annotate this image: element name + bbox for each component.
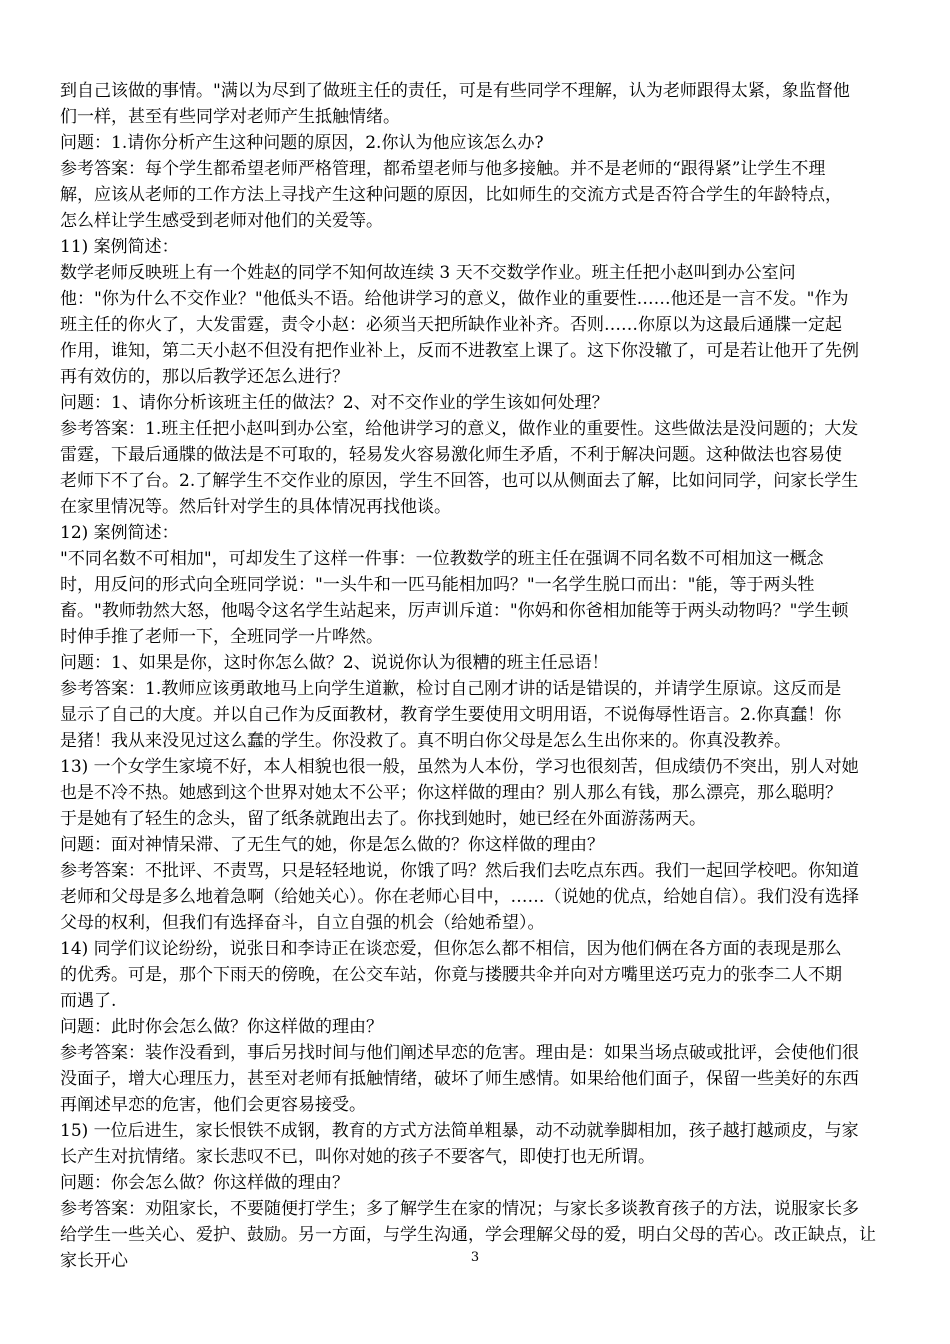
text-line: 问题：面对神情呆滞、了无生气的她，你是怎么做的？你这样做的理由？	[60, 835, 604, 855]
text-line: 没面子，增大心理压力，甚至对老师有抵触情绪，破坏了师生感情。如果给他们面子，保留一些美好的东西	[60, 1069, 859, 1089]
page-number: 3	[470, 1250, 480, 1265]
text-line: 也是不冷不热。她感到这个世界对她太不公平；你这样做的理由？别人那么有钱，那么漂亮，那么聪明？	[60, 783, 842, 803]
text-line: 到自己该做的事情。"满以为尽到了做班主任的责任，可是有些同学不理解，认为老师跟得太紧，象监督他	[60, 81, 850, 101]
text-line: 11) 案例简述：	[60, 237, 179, 257]
text-line: 解，应该从老师的工作方法上寻找产生这种问题的原因，比如师生的交流方式是否符合学生的年龄特点，	[60, 185, 842, 205]
text-line: 老师下不了台。2.了解学生不交作业的原因，学生不回答，也可以从侧面去了解，比如问同学，问家长学生	[60, 471, 859, 491]
text-line: 参考答案：每个学生都希望老师严格管理，都希望老师与他多接触。并不是老师的“跟得紧”让学生不理	[60, 159, 826, 179]
text-line: 问题：1、请你分析该班主任的做法？2、对不交作业的学生该如何处理？	[60, 393, 609, 413]
text-line: 父母的权利，但我们有选择奋斗，自立自强的机会（给她希望）。	[60, 913, 545, 933]
text-line: 参考答案：不批评、不责骂，只是轻轻地说，你饿了吗？然后我们去吃点东西。我们一起回学校吧。你知道	[60, 861, 859, 881]
text-line: 怎么样让学生感受到老师对他们的关爱等。	[60, 211, 383, 231]
text-line: 问题：1、如果是你，这时你怎么做？2、说说你认为很糟的班主任忌语！	[60, 653, 609, 673]
text-line: 班主任的你火了，大发雷霆，责令小赵：必须当天把所缺作业补齐。否则……你原以为这最后通牒一定起	[60, 315, 842, 335]
text-line: 再有效仿的，那以后教学还怎么进行？	[60, 367, 349, 387]
text-line: 显示了自己的大度。并以自己作为反面教材，教育学生要使用文明用语，不说侮辱性语言。2.你真蠢！你	[60, 705, 842, 725]
text-line: 他："你为什么不交作业？"他低头不语。给他讲学习的意义，做作业的重要性……他还是一言不发。"作为	[60, 289, 849, 309]
text-line: 再阐述早恋的危害，他们会更容易接受。	[60, 1095, 366, 1115]
text-line: 是猪！我从来没见过这么蠢的学生。你没救了。真不明白你父母是怎么生出你来的。你真没教养。	[60, 731, 791, 751]
text-line: 问题：此时你会怎么做？你这样做的理由？	[60, 1017, 383, 1037]
text-line: 老师和父母是多么地着急啊（给她关心）。你在老师心目中，……（说她的优点，给她自信）。我们没有选择	[60, 887, 859, 907]
text-line: 数学老师反映班上有一个姓赵的同学不知何故连续 3 天不交数学作业。班主任把小赵叫到办公室问	[60, 263, 796, 283]
document-body	[60, 78, 920, 1274]
text-line: 作用，谁知，第二天小赵不但没有把作业补上，反而不进教室上课了。这下你没辙了，可是若让他开了先例	[60, 341, 859, 361]
text-line: 12) 案例简述：	[60, 523, 179, 543]
text-line: 参考答案：装作没看到，事后另找时间与他们阐述早恋的危害。理由是：如果当场点破或批评，会使他们很	[60, 1043, 859, 1063]
text-line: 问题：1.请你分析产生这种问题的原因，2.你认为他应该怎么办?	[60, 133, 544, 153]
text-line: 参考答案：1.班主任把小赵叫到办公室，给他讲学习的意义，做作业的重要性。这些做法是没问题的；大发	[60, 419, 859, 439]
text-line: 时，用反问的形式向全班同学说："一头牛和一匹马能相加吗？"一名学生脱口而出："能，等于两头牲	[60, 575, 815, 595]
text-line: 13) 一个女学生家境不好，本人相貌也很一般，虽然为人本份，学习也很刻苦，但成绩仍不突出，别人对她	[60, 757, 859, 777]
text-line: 参考答案：1.教师应该勇敢地马上向学生道歉，检讨自己刚才讲的话是错误的，并请学生原谅。这反而是	[60, 679, 842, 699]
text-line: 时伸手推了老师一下，全班同学一片哗然。	[60, 627, 383, 647]
text-line: 参考答案：劝阻家长，不要随便打学生；多了解学生在家的情况；与家长多谈教育孩子的方法，说服家长多	[60, 1199, 859, 1219]
text-line: "不同名数不可相加"，可却发生了这样一件事：一位教数学的班主任在强调不同名数不可相加这一概念	[60, 549, 824, 569]
text-line: 畜。"教师勃然大怒，他喝令这名学生站起来，厉声训斥道："你妈和你爸相加能等于两头动物吗？"学生顿	[60, 601, 849, 621]
text-line: 问题：你会怎么做？你这样做的理由？	[60, 1173, 349, 1193]
text-line: 在家里情况等。然后针对学生的具体情况再找他谈。	[60, 497, 451, 517]
text-line: 家长开心	[60, 1251, 128, 1271]
text-line: 而遇了.	[60, 991, 117, 1011]
text-line: 长产生对抗情绪。家长悲叹不已，叫你对她的孩子不要客气，即使打也无所谓。	[60, 1147, 655, 1167]
text-line: 15) 一位后进生，家长恨铁不成钢，教育的方式方法简单粗暴，动不动就拳脚相加，孩子越打越顽皮，与家	[60, 1121, 859, 1141]
text-line: 14) 同学们议论纷纷，说张日和李诗正在谈恋爱，但你怎么都不相信，因为他们俩在各方面的表现是那么	[60, 939, 842, 959]
text-line: 的优秀。可是，那个下雨天的傍晚，在公交车站，你竟与搂腰共伞并向对方嘴里送巧克力的张李二人不期	[60, 965, 842, 985]
text-line: 给学生一些关心、爱护、鼓励。另一方面，与学生沟通，学会理解父母的爱，明白父母的苦心。改正缺点，让	[60, 1225, 876, 1245]
text-line: 们一样，甚至有些同学对老师产生抵触情绪。	[60, 107, 400, 127]
text-line: 于是她有了轻生的念头，留了纸条就跑出去了。你找到她时，她已经在外面游荡两天。	[60, 809, 706, 829]
text-line: 雷霆，下最后通牒的做法是不可取的，轻易发火容易激化师生矛盾，不利于解决问题。这种做法也容易使	[60, 445, 842, 465]
